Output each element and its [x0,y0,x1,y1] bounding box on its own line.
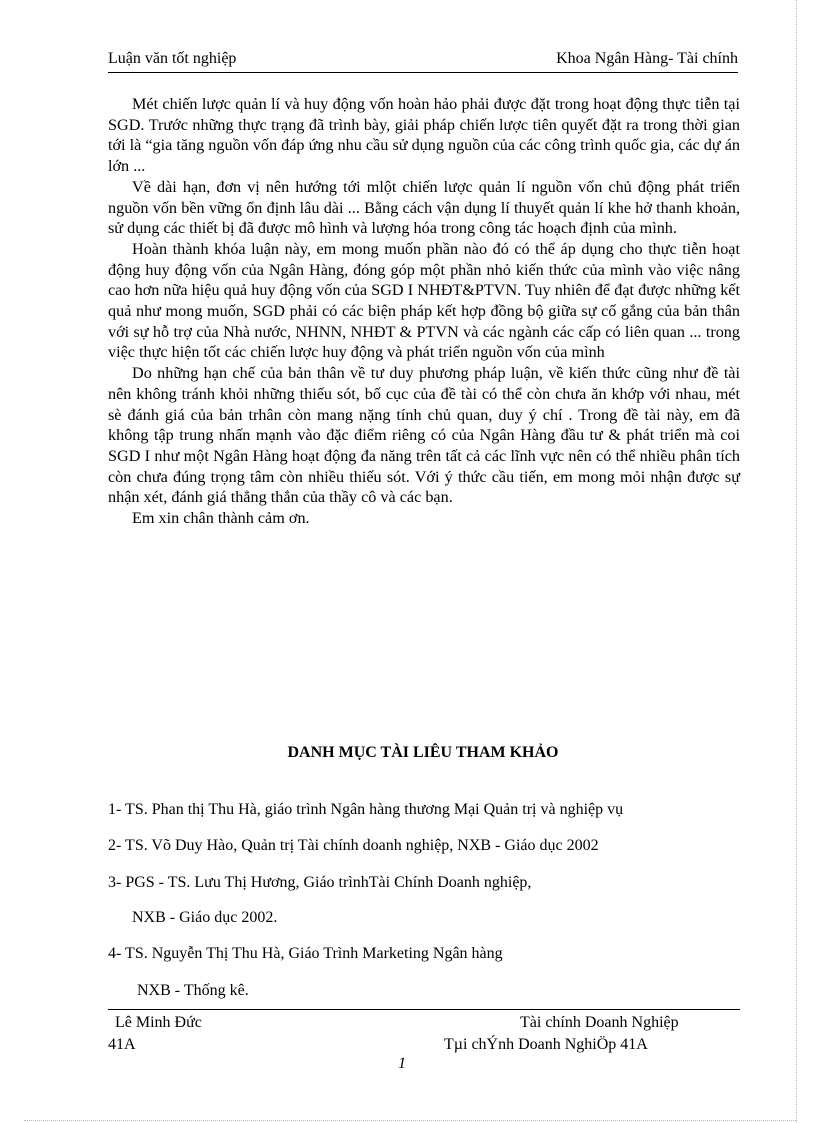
page-number: 1 [398,1055,406,1072]
footer-class: 41A [108,1036,136,1053]
references-title: DANH MỤC TÀI LIÊU THAM KHẢO [287,744,559,761]
reference-item-3: 3- PGS - TS. Lưu Thị Hương, Giáo trìnhTài Chính Doanh nghiệp, [108,874,532,891]
page-edge-bottom [24,1120,796,1121]
reference-item-4: 4- TS. Nguyễn Thị Thu Hà, Giáo Trình Marketing Ngân hàng [108,945,503,962]
paragraph-5: Em xin chân thành cảm ơn. [132,509,310,528]
header-thesis-label: Luận văn tốt nghiệp [108,50,237,67]
paragraph-2: Về dài hạn, đơn vị nên hướng tới mlột chiến lược quản lí nguồn vốn chủ động phát triển nguồn vốn bền vững ổn định lâu dài ... Bằng cách vận dụng lí thuyết quản lí khe hở thanh khoản, sử dụng các thiết bị đã được mô hình và lượng hóa trong công tác hoạch định của mình. [108,177,740,238]
page-header [108,50,738,73]
reference-item-2: 2- TS. Võ Duy Hào, Quản trị Tài chính doanh nghiệp, NXB - Giáo dục 2002 [108,837,599,854]
paragraph-3: Hoàn thành khóa luận này, em mong muốn phần nào đó có thể áp dụng cho thực tiễn hoạt động huy động vốn của Ngân Hàng, đóng góp một phần nhỏ kiến thức của mình vào việc nâng cao hơn nữa hiệu quả huy động vốn của SGD I NHĐT&PTVN. Tuy nhiên để đạt được những kết quả như mong muốn, SGD phải có các biện pháp kết hợp đồng bộ giữa sự cố gắng của bản thân với sự hỗ trợ của Nhà nước, NHNN, NHĐT & PTVN và các ngành các cấp có liên quan ... trong việc thực hiện tốt các chiến lược huy động và phát triển nguồn vốn của mình [108,239,740,362]
footer-divider [108,1009,740,1010]
footer-author: Lê Minh Đức [115,1014,202,1031]
header-faculty-label: Khoa Ngân Hàng- Tài chính [556,50,738,67]
reference-item-4-publisher: NXB - Thống kê. [137,982,249,999]
conclusion-body [108,94,740,529]
reference-item-1: 1- TS. Phan thị Thu Hà, giáo trình Ngân hàng thương Mại Quản trị và nghiệp vụ [108,801,624,818]
paragraph-4: Do những hạn chế của bản thân về tư duy phương pháp luận, về kiến thức cũng như đề tài nên không tránh khỏi những thiếu sót, bố cục của đề tài có thể còn chưa ăn khớp với nhau, mét sè đánh giá của bản trhân còn mang nặng tính chủ quan, duy ý chí . Trong đề tài này, em đã không tập trung nhấn mạnh vào đặc điểm riêng có của Ngân Hàng đầu tư & phát triển mà coi SGD I như một Ngân Hàng hoạt động đa năng trên tất cả các lĩnh vực nên có thể nhiều phân tích còn chưa đúng trọng tâm còn nhiều thiếu sót. Với ý thức cầu tiến, em mong mỏi nhận được sự nhận xét, đánh giá thẳng thắn của thầy cô và các bạn. [108,364,740,507]
reference-item-3-publisher: NXB - Giáo dục 2002. [132,909,278,926]
footer-department-encoded: Tµi chÝnh Doanh NghiÖp 41A [444,1036,648,1053]
page-edge-right [796,0,797,1123]
footer-department: Tài chính Doanh Nghiệp [520,1014,679,1031]
paragraph-1: Mét chiến lược quản lí và huy động vốn hoàn hảo phải được đặt trong hoạt động thực tiễn tại SGD. Trước những thực trạng đã trình bày, giải pháp chiến lược tiên quyết đặt ra trong thời gian tới là “gia tăng nguồn vốn đáp ứng nhu cầu sử dụng nguồn của các công trình quốc gia, các dự án lớn ... [108,95,740,176]
